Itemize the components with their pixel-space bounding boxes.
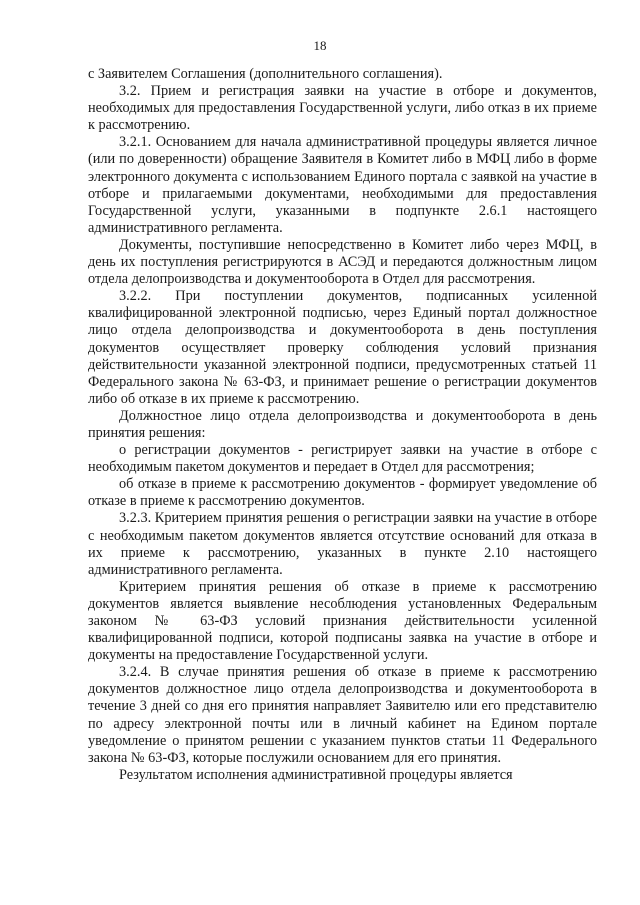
- paragraph-documents-registration: Документы, поступившие непосредственно в Комитет либо через МФЦ, в день их поступления регистрируются в АСЭД и передаются должностным лицом отдела делопроизводства и документооборота в Отдел для рассмотрения.: [88, 236, 597, 288]
- paragraph-3-2-1: 3.2.1. Основанием для начала административной процедуры является личное (или по доверенности) обращение Заявителя в Комитет либо в МФЦ либо в форме электронного документа с использованием Единого портала с заявкой на участие в отборе и прилагаемыми документами, необходимыми для предоставления Государственной услуги, указанными в подпункте 2.6.1 настоящего административного регламента.: [88, 134, 597, 236]
- paragraph-registration-option: о регистрации документов - регистрирует заявки на участие в отборе с необходимым пакетом документов и передает в Отдел для рассмотрения;: [88, 442, 597, 476]
- paragraph-decision-intro: Должностное лицо отдела делопроизводства и документооборота в день принятия решения:: [88, 407, 597, 441]
- paragraph-3-2-2: 3.2.2. При поступлении документов, подписанных усиленной квалифицированной электронной подписью, через Единый портал должностное лицо отдела делопроизводства и документооборота в день поступления документов осуществляет проверку соблюдения условий признания действительности указанной электронной подписи, предусмотренных статьей 11 Федерального закона № 63-ФЗ, и принимает решение о регистрации документов либо об отказе в их приеме к рассмотрению.: [88, 288, 597, 407]
- paragraph-3-2: 3.2. Прием и регистрация заявки на участие в отборе и документов, необходимых для предоставления Государственной услуги, либо отказ в их приеме к рассмотрению.: [88, 83, 597, 134]
- paragraph-3-2-3: 3.2.3. Критерием принятия решения о регистрации заявки на участие в отборе с необходимым пакетом документов является отсутствие оснований для отказа в их приеме к рассмотрению, указанных в пункте 2.10 настоящего административного регламента.: [88, 510, 597, 578]
- paragraph-continuation: с Заявителем Соглашения (дополнительного соглашения).: [88, 66, 443, 82]
- page-number: 18: [313, 38, 327, 53]
- document-body: [88, 66, 597, 784]
- paragraph-refusal-option: об отказе в приеме к рассмотрению документов - формирует уведомление об отказе в приеме к рассмотрению документов.: [88, 476, 597, 510]
- paragraph-refusal-criterion: Критерием принятия решения об отказе в приеме к рассмотрению документов является выявление несоблюдения установленных Федеральным законом № 63-ФЗ условий признания действительности усиленной квалифицированной подписи, которой подписаны заявка на участие в отборе и документы на предоставление Государственной услуги.: [88, 578, 597, 664]
- paragraph-3-2-4: 3.2.4. В случае принятия решения об отказе в приеме к рассмотрению документов должностное лицо отдела делопроизводства и документооборота в течение 3 дней со дня его принятия направляет Заявителю или его представителю по адресу электронной почты или в личный кабинет на Едином портале уведомление о принятом решении с указанием пунктов статьи 11 Федерального закона № 63-ФЗ, которые послужили основанием для его принятия.: [88, 664, 597, 766]
- paragraph-result: Результатом исполнения административной процедуры является: [119, 766, 513, 783]
